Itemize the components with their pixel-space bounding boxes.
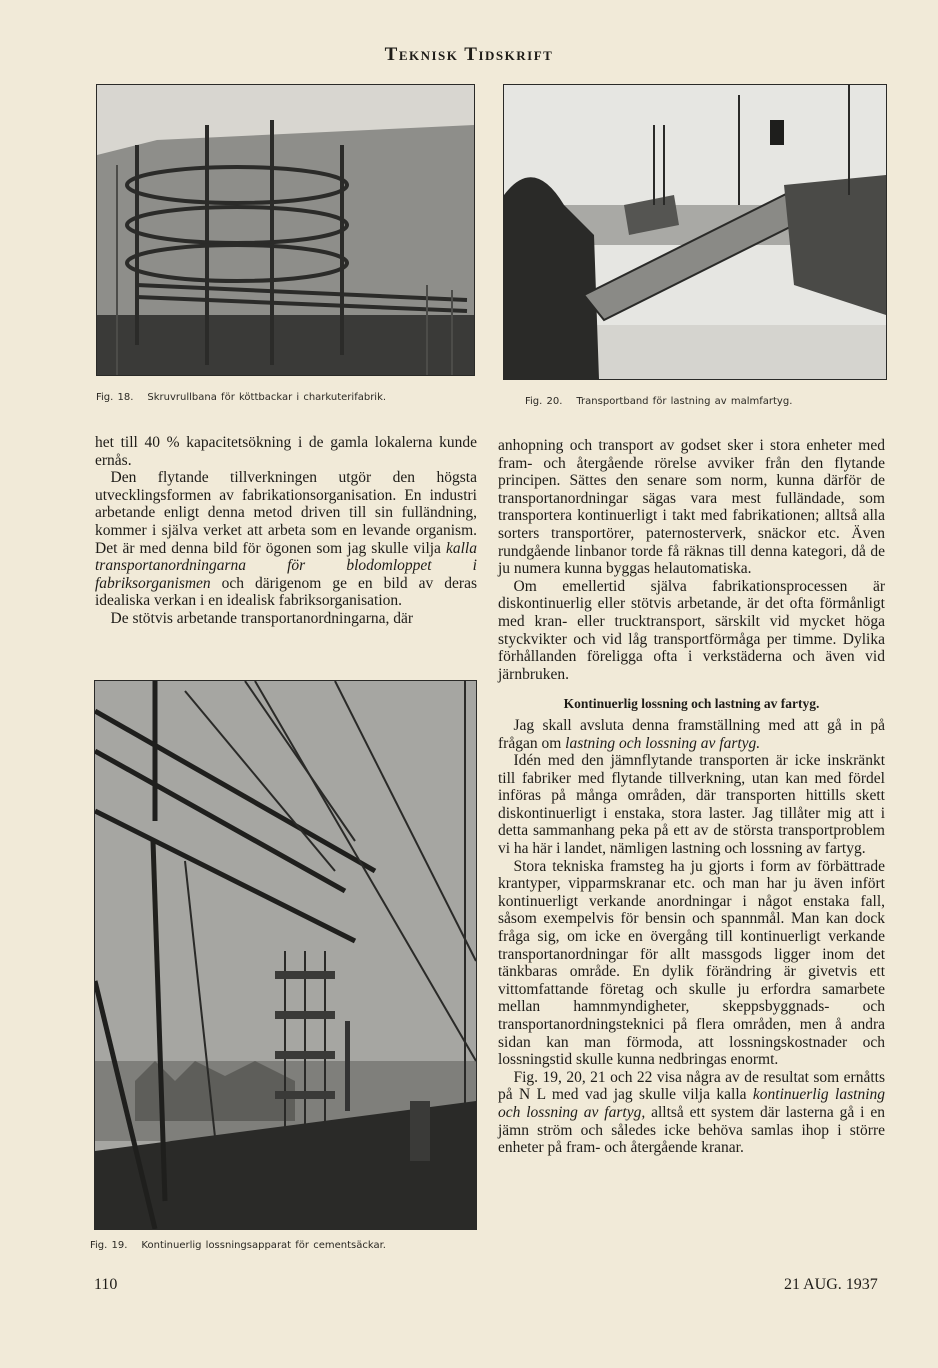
left-paragraph-3: De stötvis arbetande transportanordningarna, där xyxy=(110,609,414,627)
fig20-photo xyxy=(503,84,887,380)
right-paragraph-3: Jag skall avsluta denna framställning med att gå in på frågan om lastning och lossning av fartyg. xyxy=(498,716,885,752)
right-paragraph-4: Idén med den jämnflytande transporten är icke inskränkt till fabriker med flytande tillverkning, utan kan med fördel införas på många områden, där transporten hittills skett diskontinuerligt i enstaka, stora laster. Jag tillåter mig att i detta sammanhang peka på ett av de största transportproblem vi ha här i landet, nämligen lastning och lossning av fartyg. xyxy=(498,752,885,858)
fig18-text: Skruvrullbana för köttbackar i charkuterifabrik. xyxy=(147,392,387,403)
fig19-number: Fig. 19. xyxy=(90,1240,128,1251)
issue-date: 21 AUG. 1937 xyxy=(784,1276,878,1293)
fig19-photo xyxy=(94,680,477,1230)
right-paragraph-5: Stora tekniska framsteg ha ju gjorts i form av förbättrade krantyper, vipparmskranar etc. och man har ju även infört kontinuerligt verkande anordningar i något enstaka fall, såsom exempelvis för bensin och spannmål. Man kan dock fråga sig, om icke en övergång till kontinuerligt verkande transportanordningar för allt massgods ligger inom det tänkbaras område. En dylik förändring är givetvis ett vittomfattande företag och skulle ju erfordra samarbete mellan hamnmyndigheter, skeppsbyggnads- och transportanordningsteknici på flera områden, men å andra sidan kan man förmoda, att lossningskostnader och lossningstid skulle kunna nedbringas enormt. xyxy=(498,857,885,1069)
left-paragraph-1: het till 40 % kapacitetsökning i de gamla lokalerna kunde ernås. xyxy=(95,434,477,469)
left-column xyxy=(95,434,477,628)
right-paragraph-2: Om emellertid själva fabrikationsprocessen är diskontinuerlig eller stötvis arbetande, är det ofta förmånligt med kran- eller trucktransport, särskilt vid mycket höga styckvikter och vid låg transportförmåga per timme. Dylika förhållanden föreligga ofta i verkstäderna och även vid järnbruken. xyxy=(498,577,885,683)
fig19-caption xyxy=(90,1240,386,1251)
journal-title: Teknisk Tidskrift xyxy=(384,44,554,65)
left-paragraph-2: Den flytande tillverkningen utgör den högsta utvecklingsformen av fabrikationsorganisation. En industri arbetande enligt denna metod driven till sin fulländning, kommer i själva verket att arbeta som en levande organism. Det är med denna bild för ögonen som jag skulle vilja kalla transportanordningarna för blodomloppet i fabriksorganismen och därigenom ge en bild av deras idealiska verkan i en idealisk fabriksorganisation. xyxy=(95,469,477,610)
fig20-text: Transportband för lastning av malmfartyg. xyxy=(576,396,793,407)
right-paragraph-6: Fig. 19, 20, 21 och 22 visa några av de resultat som ernåtts på N L med vad jag skulle vilja kalla kontinuerlig lastning och lossning av fartyg, alltså ett system där lasterna gå i en jämn ström och således icke behöva samlas ihop i större enheter på fram- och återgående kranar. xyxy=(498,1068,885,1157)
right-paragraph-1: anhopning och transport av godset sker i stora enheter med fram- och återgående rörelse avviker från den flytande principen. Sättes den senare som norm, kunna därför de transportanordningar sägas vara mest fulländade, som transportera kontinuerligt i takt med fabrikationen; alltså alla sorters transportörer, paternosterverk, snäckor etc. Även rundgående linbanor torde få räknas till denna kategori, då de ju numera kunna byggas helautomatiska. xyxy=(498,437,885,578)
page-number: 110 xyxy=(94,1276,118,1293)
fig19-text: Kontinuerlig lossningsapparat för cementsäckar. xyxy=(141,1240,386,1251)
fig18-caption xyxy=(96,392,386,403)
fig18-photo xyxy=(96,84,475,376)
fig20-number: Fig. 20. xyxy=(525,396,563,407)
fig18-number: Fig. 18. xyxy=(96,392,134,403)
fig20-caption xyxy=(525,396,792,407)
right-column xyxy=(498,437,885,1157)
section-heading: Kontinuerlig lossning och lastning av fartyg. xyxy=(563,696,820,712)
